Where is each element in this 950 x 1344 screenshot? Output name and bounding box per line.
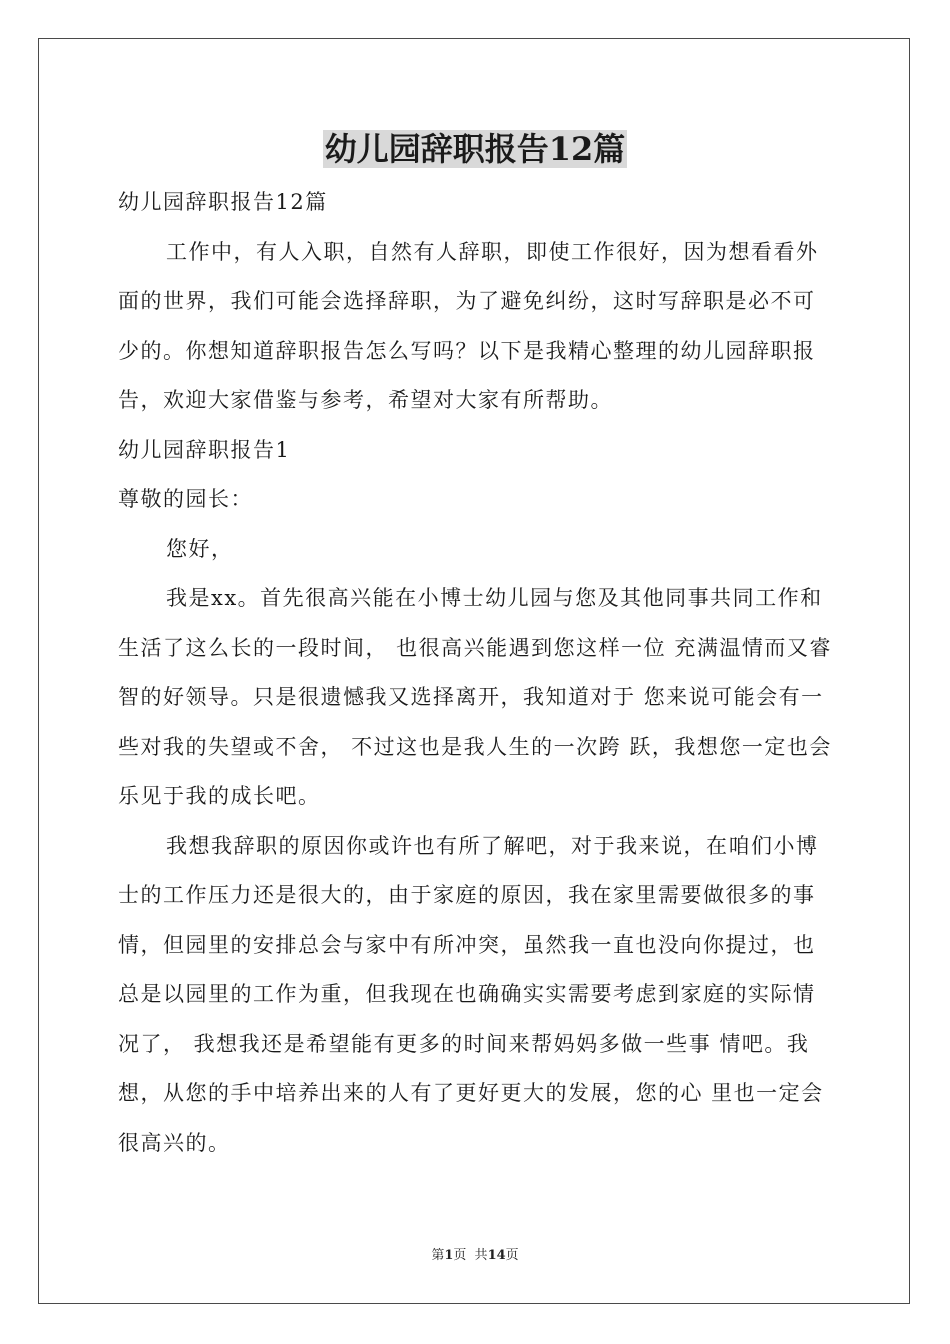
page-number: 1 <box>444 1248 454 1263</box>
page-footer <box>0 1244 950 1263</box>
total-pages: 14 <box>487 1248 506 1263</box>
document-subtitle: 幼儿园辞职报告12篇 <box>118 190 328 214</box>
document-title <box>0 122 950 176</box>
section-heading: 幼儿园辞职报告1 <box>118 437 291 462</box>
body-paragraph-2: 我想我辞职的原因你或许也有所了解吧，对于我来说，在咱们小博士的工作压力还是很大的，由于家庭的原因，我在家里需要做很多的事情，但园里的安排总会与家中有所冲突，虽然我一直也没向你提过，也总是以园里的工作为重，但我现在也确确实实需要考虑到家庭的实际情况了， 我想我还是希望能有更多的时间来帮妈妈多做一些事 情吧。我想，从您的手中培养出来的人有了更好更大的发展，您的心 里也一定会很高兴的。 <box>118 833 824 1155</box>
page-indicator: 第1页 <box>431 1248 467 1263</box>
document-body <box>118 178 834 1168</box>
salutation: 尊敬的园长： <box>118 487 253 511</box>
greeting: 您好， <box>166 536 234 561</box>
intro-paragraph: 工作中，有人入职，自然有人辞职，即使工作很好，因为想看看外面的世界，我们可能会选择辞职，为了避免纠纷，这时写辞职是必不可少的。你想知道辞职报告怎么写吗？以下是我精心整理的幼儿园辞职报告，欢迎大家借鉴与参考，希望对大家有所帮助。 <box>118 239 819 412</box>
document-title-text: 幼儿园辞职报告12篇 <box>324 130 626 168</box>
total-pages-indicator: 共14页 <box>474 1248 519 1263</box>
body-paragraph-1: 我是xx。首先很高兴能在小博士幼儿园与您及其他同事共同工作和生活了这么长的一段时间， 也很高兴能遇到您这样一位 充满温情而又睿智的好领导。只是很遗憾我又选择离开，我知道对于 您来说可能会有一些对我的失望或不舍， 不过这也是我人生的一次跨 跃，我想您一定也会乐见于我的成长吧。 <box>118 586 832 808</box>
